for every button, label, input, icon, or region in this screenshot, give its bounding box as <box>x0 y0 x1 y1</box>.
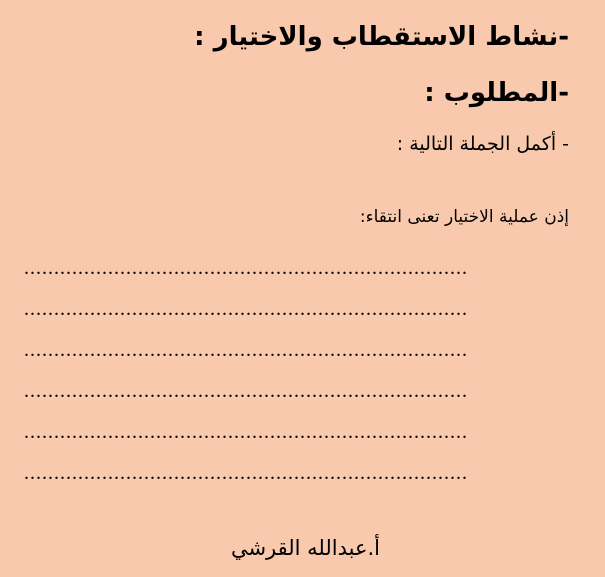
sentence-start: إذن عملية الاختيار تعنى انتقاء: <box>359 207 569 227</box>
answer-line: .......................................................................... <box>24 422 468 443</box>
answer-line: .......................................................................... <box>24 463 468 484</box>
answer-line: .......................................................................... <box>24 299 468 320</box>
required-heading: -المطلوب : <box>424 78 569 108</box>
answer-line: .......................................................................... <box>24 381 468 402</box>
answer-line: .......................................................................... <box>24 340 468 361</box>
activity-title: -نشاط الاستقطاب والاختيار : <box>194 22 569 52</box>
answer-line: .......................................................................... <box>24 258 468 279</box>
answer-lines <box>24 258 579 504</box>
author-signature: أ.عبدالله القرشي <box>230 536 380 560</box>
instruction-text: - أكمل الجملة التالية : <box>396 133 569 155</box>
